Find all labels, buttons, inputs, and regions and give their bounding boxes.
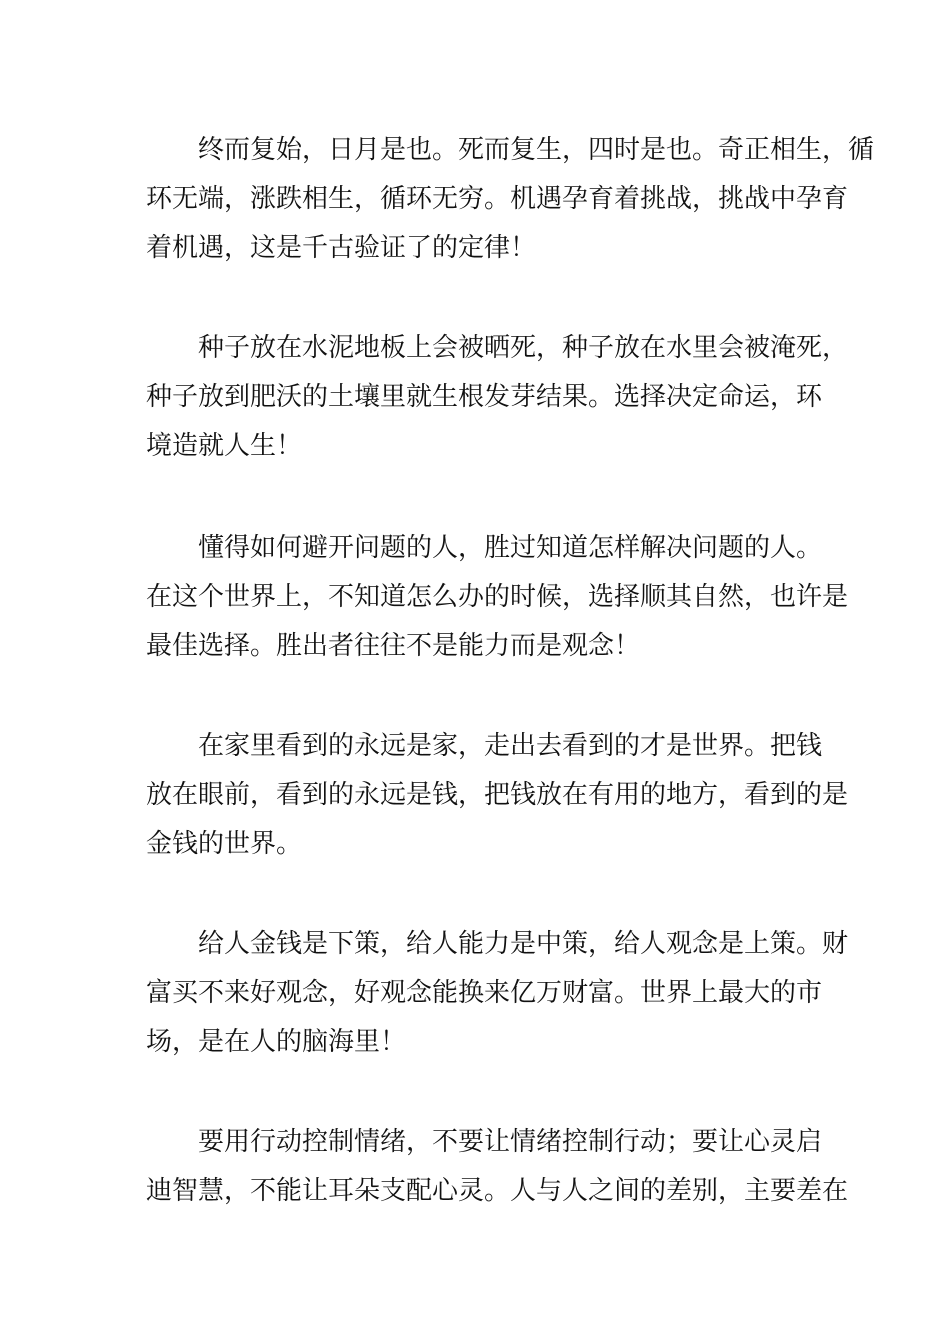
paragraph-line: 在家里看到的永远是家，走出去看到的才是世界。把钱 — [198, 731, 823, 761]
paragraph-line: 要用行动控制情绪，不要让情绪控制行动；要让心灵启 — [198, 1127, 823, 1157]
paragraph-6 — [146, 1118, 849, 1216]
paragraph-line: 在这个世界上，不知道怎么办的时候，选择顺其自然，也许是 — [146, 582, 849, 612]
paragraph-line: 懂得如何避开问题的人，胜过知道怎样解决问题的人。 — [198, 533, 823, 563]
paragraph-line: 种子放在水泥地板上会被晒死，种子放在水里会被淹死， — [198, 333, 849, 363]
paragraph-line: 富买不来好观念，好观念能换来亿万财富。世界上最大的市 — [146, 978, 823, 1008]
paragraph-line: 着机遇，这是千古验证了的定律！ — [146, 233, 537, 263]
paragraph-line: 放在眼前，看到的永远是钱，把钱放在有用的地方，看到的是 — [146, 780, 849, 810]
paragraph-line: 境造就人生！ — [146, 431, 303, 461]
paragraph-line: 迪智慧，不能让耳朵支配心灵。人与人之间的差别，主要差在 — [146, 1176, 849, 1206]
paragraph-line: 种子放到肥沃的土壤里就生根发芽结果。选择决定命运，环 — [146, 382, 823, 412]
paragraph-line: 终而复始，日月是也。死而复生，四时是也。奇正相生，循 — [198, 135, 875, 165]
paragraph-line: 金钱的世界。 — [146, 829, 303, 859]
paragraph-2 — [146, 324, 849, 471]
paragraph-line: 给人金钱是下策，给人能力是中策，给人观念是上策。财 — [198, 929, 849, 959]
paragraph-3 — [146, 524, 849, 671]
paragraph-line: 最佳选择。胜出者往往不是能力而是观念！ — [146, 631, 641, 661]
paragraph-5 — [146, 920, 849, 1067]
paragraph-4 — [146, 722, 849, 869]
paragraph-1 — [146, 126, 875, 273]
paragraph-line: 环无端，涨跌相生，循环无穷。机遇孕育着挑战，挑战中孕育 — [146, 184, 849, 214]
paragraph-line: 场，是在人的脑海里！ — [146, 1027, 407, 1057]
